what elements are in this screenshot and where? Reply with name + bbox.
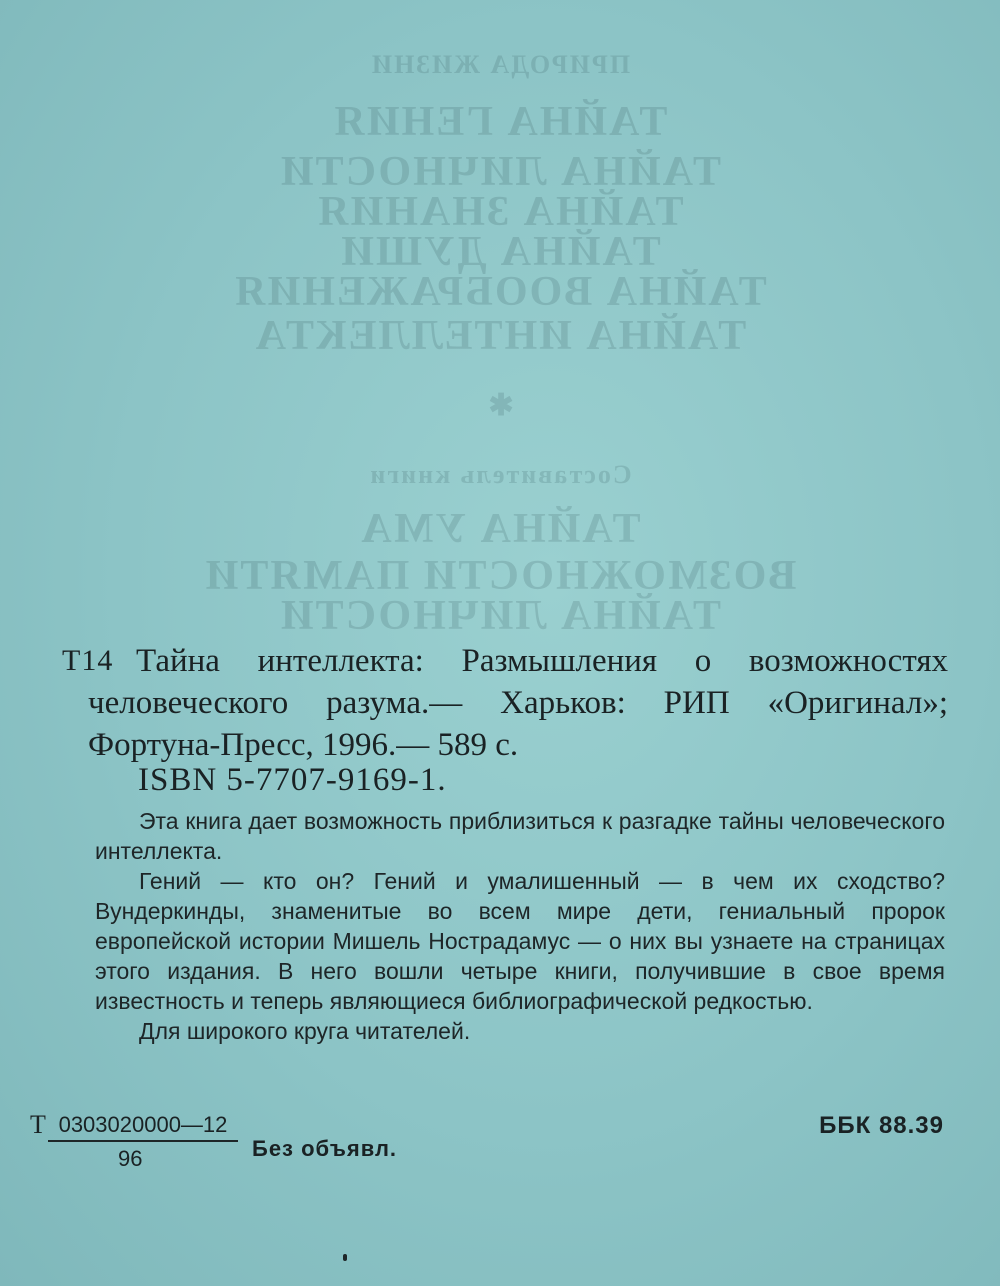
bibliographic-entry: Тайна интеллекта: Размышления о возможностях человеческого разума.— Харьков: РИП «Оригинал»; Фортуна-Пресс, 1996.— 589 с. (88, 643, 948, 763)
show-through-text: ВОЗМОЖНОСТИ ПАМЯТИ (203, 553, 797, 599)
isbn: ISBN 5-7707-9169-1. (138, 762, 447, 798)
show-through-text: Составитель книги (368, 460, 632, 489)
show-through-text: ПРИРОДА ЖИЗНИ (369, 50, 631, 79)
annotation-paragraph: Для широкого круга читателей. (139, 1018, 471, 1044)
catalog-code: Т14 (62, 644, 114, 677)
show-through-text: ТАЙНА ГЕНИЯ (332, 99, 668, 145)
publisher-code-prefix: Т (30, 1110, 46, 1139)
show-through-text: ТАЙНА ЛИЧНОСТИ (278, 593, 722, 639)
publisher-code-fraction (48, 1112, 238, 1172)
show-through-text: ТАЙНА ДУШИ (339, 229, 661, 275)
show-through-star: ✱ (486, 389, 514, 422)
no-announcement-note: Без объявл. (252, 1136, 398, 1161)
annotation (95, 806, 945, 1046)
bbk-index: ББК 88.39 (819, 1112, 944, 1139)
show-through-text: ТАЙНА УМА (359, 506, 641, 552)
show-through-text: ТАЙНА ВООБРАЖЕНИЯ (233, 269, 767, 315)
publisher-code-denominator: 96 (118, 1146, 143, 1171)
print-speck (343, 1254, 347, 1261)
show-through-text: ТАЙНА ЗНАНИЯ (316, 189, 684, 235)
annotation-paragraph: Гений — кто он? Гений и умалишенный — в чем их сходство? Вундеркинды, знаменитые во всем мире дети, гениальный пророк европейской истории Мишель Нострадамус — о них вы узнаете на страницах этого издания. В него вошли четыре книги, получившие в свое время известность и теперь являющиеся библиографической редкостью. (95, 868, 945, 1014)
show-through-text: ТАЙНА ЛИЧНОСТИ (278, 149, 722, 195)
show-through-text: ТАЙНА ИНТЕЛЛЕКТА (253, 313, 747, 359)
publisher-code-numerator: 0303020000—12 (48, 1112, 238, 1142)
annotation-paragraph: Эта книга дает возможность приблизиться к разгадке тайны человеческого интеллекта. (95, 808, 945, 864)
